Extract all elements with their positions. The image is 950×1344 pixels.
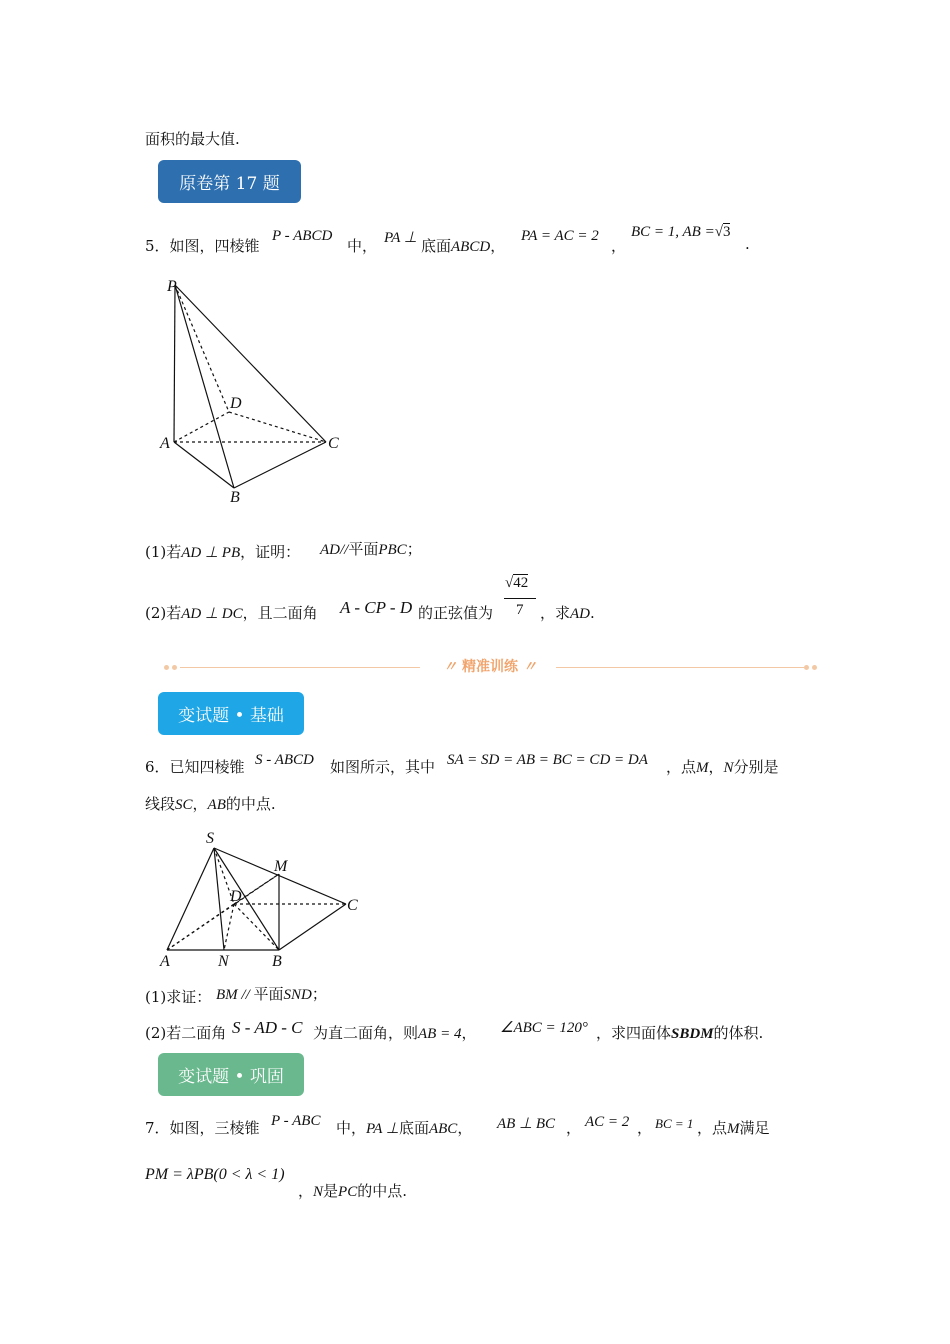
q5-number: 5． [145, 237, 170, 255]
q6-dihedral-angle: S - AD - C [232, 1018, 303, 1037]
edge-DN [224, 904, 234, 950]
continuation-text: 面积的最大值. [145, 130, 240, 148]
edge-SA [167, 848, 214, 950]
edge-PA [174, 285, 175, 442]
variant-consolidate-tag: 变试题 • 巩固 [158, 1053, 304, 1096]
q6-cond: SA = SD = AB = BC = CD = DA [447, 752, 648, 768]
q5-part2-cond: AD ⊥ DC [181, 606, 243, 622]
q5-base: ABCD [451, 239, 491, 255]
label-B: B [230, 489, 240, 506]
divider-dot-left-2 [172, 665, 177, 670]
q7-sep3: ， [637, 1119, 653, 1137]
q5-statement [145, 235, 260, 256]
q5-fraction-numerator: √42 [505, 575, 529, 591]
q5-part1-cond: AD ⊥ PB [181, 545, 241, 561]
label-A: A [160, 435, 170, 452]
label-P: P [167, 278, 177, 295]
q7-pm-condition: PM = λPB(0 < λ < 1) [145, 1166, 285, 1183]
q5-pa-perp: PA ⊥ [384, 230, 417, 246]
edge-AD [174, 412, 229, 442]
q7-text4: ，点M满足 [697, 1119, 770, 1137]
q7-bc: BC = 1 [655, 1116, 694, 1131]
label-D: D [230, 888, 242, 905]
q7-line2: ，N是PC的中点. [298, 1182, 407, 1200]
label-C: C [347, 897, 358, 914]
q7-ac: AC = 2 [585, 1114, 630, 1130]
q7-sep2: ， [566, 1119, 582, 1137]
q5-cond2: BC = 1, AB =√3 [631, 224, 731, 240]
label-D: D [230, 395, 242, 412]
q5-fraction-bar [504, 598, 536, 599]
divider-dot-left-1 [164, 665, 169, 670]
label-A: A [160, 953, 170, 970]
edge-BC [279, 904, 346, 950]
q6-part1: (1)求证： [145, 988, 212, 1006]
q5-part2-text: 的正弦值为 [418, 604, 494, 622]
edge-DB [234, 904, 279, 950]
label-S: S [206, 830, 214, 847]
q7-text2: 中，PA ⊥底面ABC， [336, 1119, 473, 1137]
q5-part2: (2)若AD ⊥ DC，且二面角 [145, 604, 318, 622]
q7-statement: 7．如图，三棱锥 [145, 1119, 260, 1137]
divider-line-left [180, 667, 420, 668]
q6-pyramid-figure [150, 826, 370, 972]
q5-text2: 中， [347, 237, 378, 255]
q5-text3: 底面ABCD， [421, 237, 506, 255]
divider-line-right [556, 667, 804, 668]
edge-SB [214, 848, 279, 950]
q6-line2: 线段SC，AB的中点. [145, 795, 276, 813]
label-N: N [218, 953, 229, 970]
q5-part1-goal: AD//平面PBC； [320, 540, 422, 558]
q5-sqrt-radicand: 3 [722, 224, 731, 240]
label-B: B [272, 953, 282, 970]
divider-dot-right-2 [812, 665, 817, 670]
q6-text3: ，点M，N分别是 [666, 758, 779, 776]
q6-part1-goal: BM // 平面SND； [216, 985, 327, 1003]
q5-part1: (1)若AD ⊥ PB，证明： [145, 543, 301, 561]
q5-cond1: PA = AC = 2 [521, 228, 599, 244]
label-C: C [328, 435, 339, 452]
q5-end: . [745, 235, 750, 253]
label-M: M [274, 858, 288, 875]
q6-part2: (2)若二面角 [145, 1024, 227, 1042]
edge-SN [214, 848, 224, 950]
q7-pyramid: P - ABC [271, 1113, 321, 1129]
q6-statement: 6．已知四棱锥 [145, 758, 245, 776]
q5-comma2: ， [611, 237, 627, 255]
q5-fraction-denominator: 7 [516, 602, 524, 618]
divider-dot-right-1 [804, 665, 809, 670]
q5-part2-end: ，求AD. [540, 604, 595, 622]
q5-pyramid: P - ABCD [272, 228, 333, 244]
q6-angle-abc: ∠ABC = 120° [500, 1020, 588, 1036]
q5-text1: 如图，四棱锥 [169, 237, 260, 255]
q5-dihedral-angle: A - CP - D [340, 598, 413, 617]
q6-part2-text2: ，求四面体SBDM的体积. [596, 1024, 764, 1042]
edge-PD [175, 285, 229, 412]
q6-part2-text1: 为直二面角，则AB = 4， [313, 1024, 477, 1042]
q5-pyramid-figure [150, 272, 360, 512]
q6-pyramid: S - ABCD [255, 752, 314, 768]
q7-perp: AB ⊥ BC [497, 1116, 556, 1132]
edge-AB [174, 442, 234, 488]
q6-text2: 如图所示，其中 [330, 758, 436, 776]
variant-basic-tag: 变试题 • 基础 [158, 692, 304, 735]
edge-BC [234, 442, 326, 488]
divider-title: 〃 精准训练 〃 [443, 659, 537, 675]
original-problem-tag: 原卷第 17 题 [158, 160, 301, 203]
